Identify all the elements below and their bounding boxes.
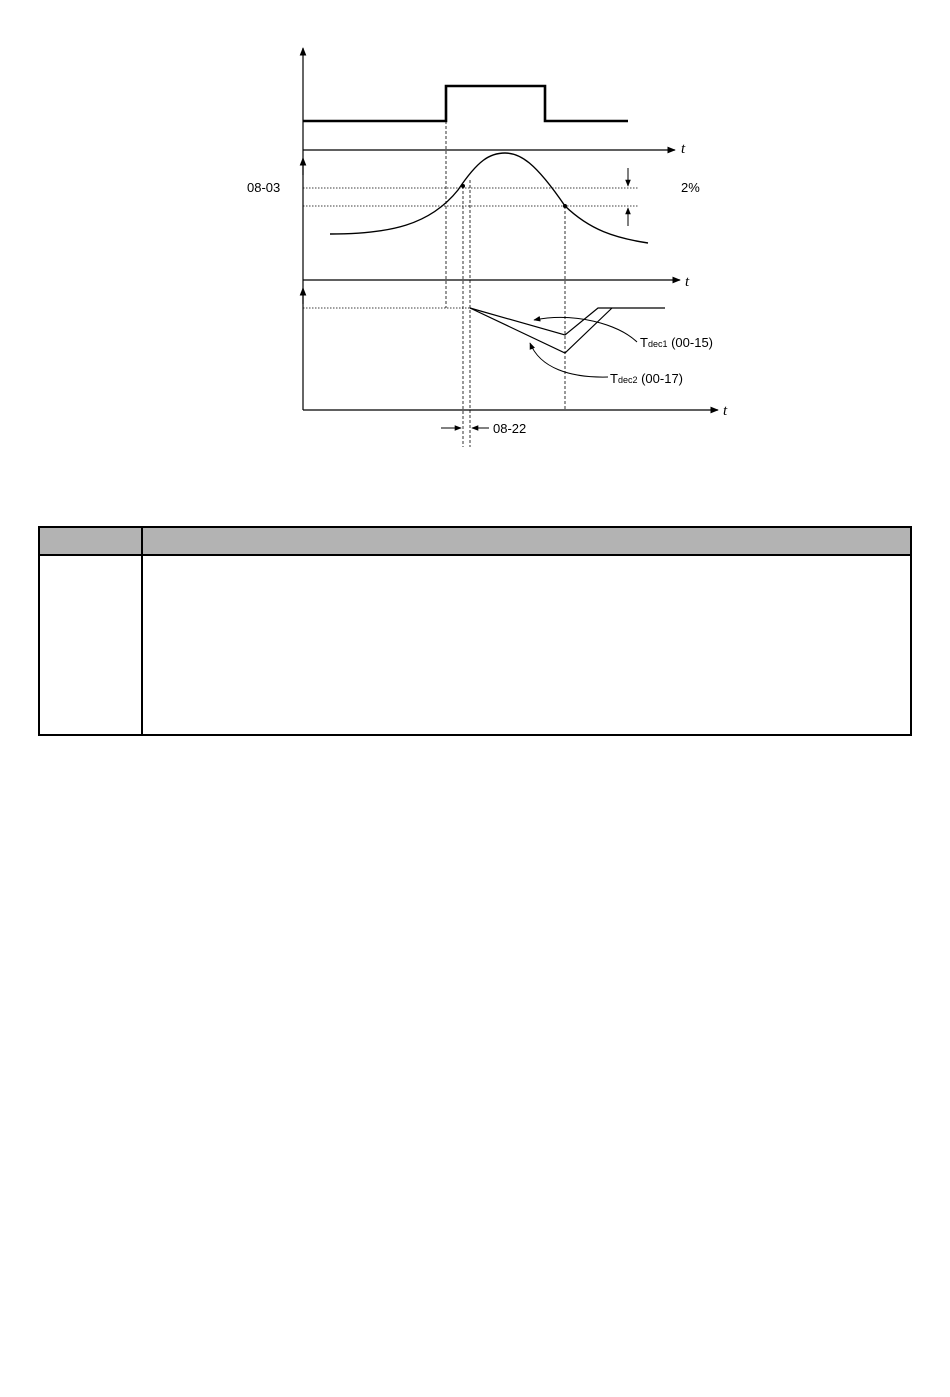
guide-lines [446, 121, 565, 447]
table-header-cell [39, 527, 142, 555]
table-row [39, 555, 911, 735]
axes [303, 48, 718, 410]
signal-pulse [303, 86, 628, 121]
tdec1-leader [534, 317, 637, 342]
delay-label: 08-22 [493, 421, 527, 436]
level-curve [330, 153, 648, 243]
hysteresis-label: 2% [681, 180, 700, 195]
tdec2-label: Tdec2 (00-17) [610, 371, 684, 386]
timing-diagram [0, 0, 950, 500]
frequency-tdec2-path [470, 308, 612, 353]
table-cell [142, 555, 911, 735]
table-header-row [39, 527, 911, 555]
time-label-frequency: t [723, 403, 728, 419]
time-label-level: t [685, 274, 690, 290]
time-label-signal: t [681, 141, 686, 157]
table-cell [39, 555, 142, 735]
parameter-table [38, 526, 912, 736]
tdec1-label: Tdec1 (00-15) [640, 335, 714, 350]
tdec2-leader [530, 343, 608, 377]
threshold-label: 08-03 [247, 180, 281, 195]
table-header-cell [142, 527, 911, 555]
